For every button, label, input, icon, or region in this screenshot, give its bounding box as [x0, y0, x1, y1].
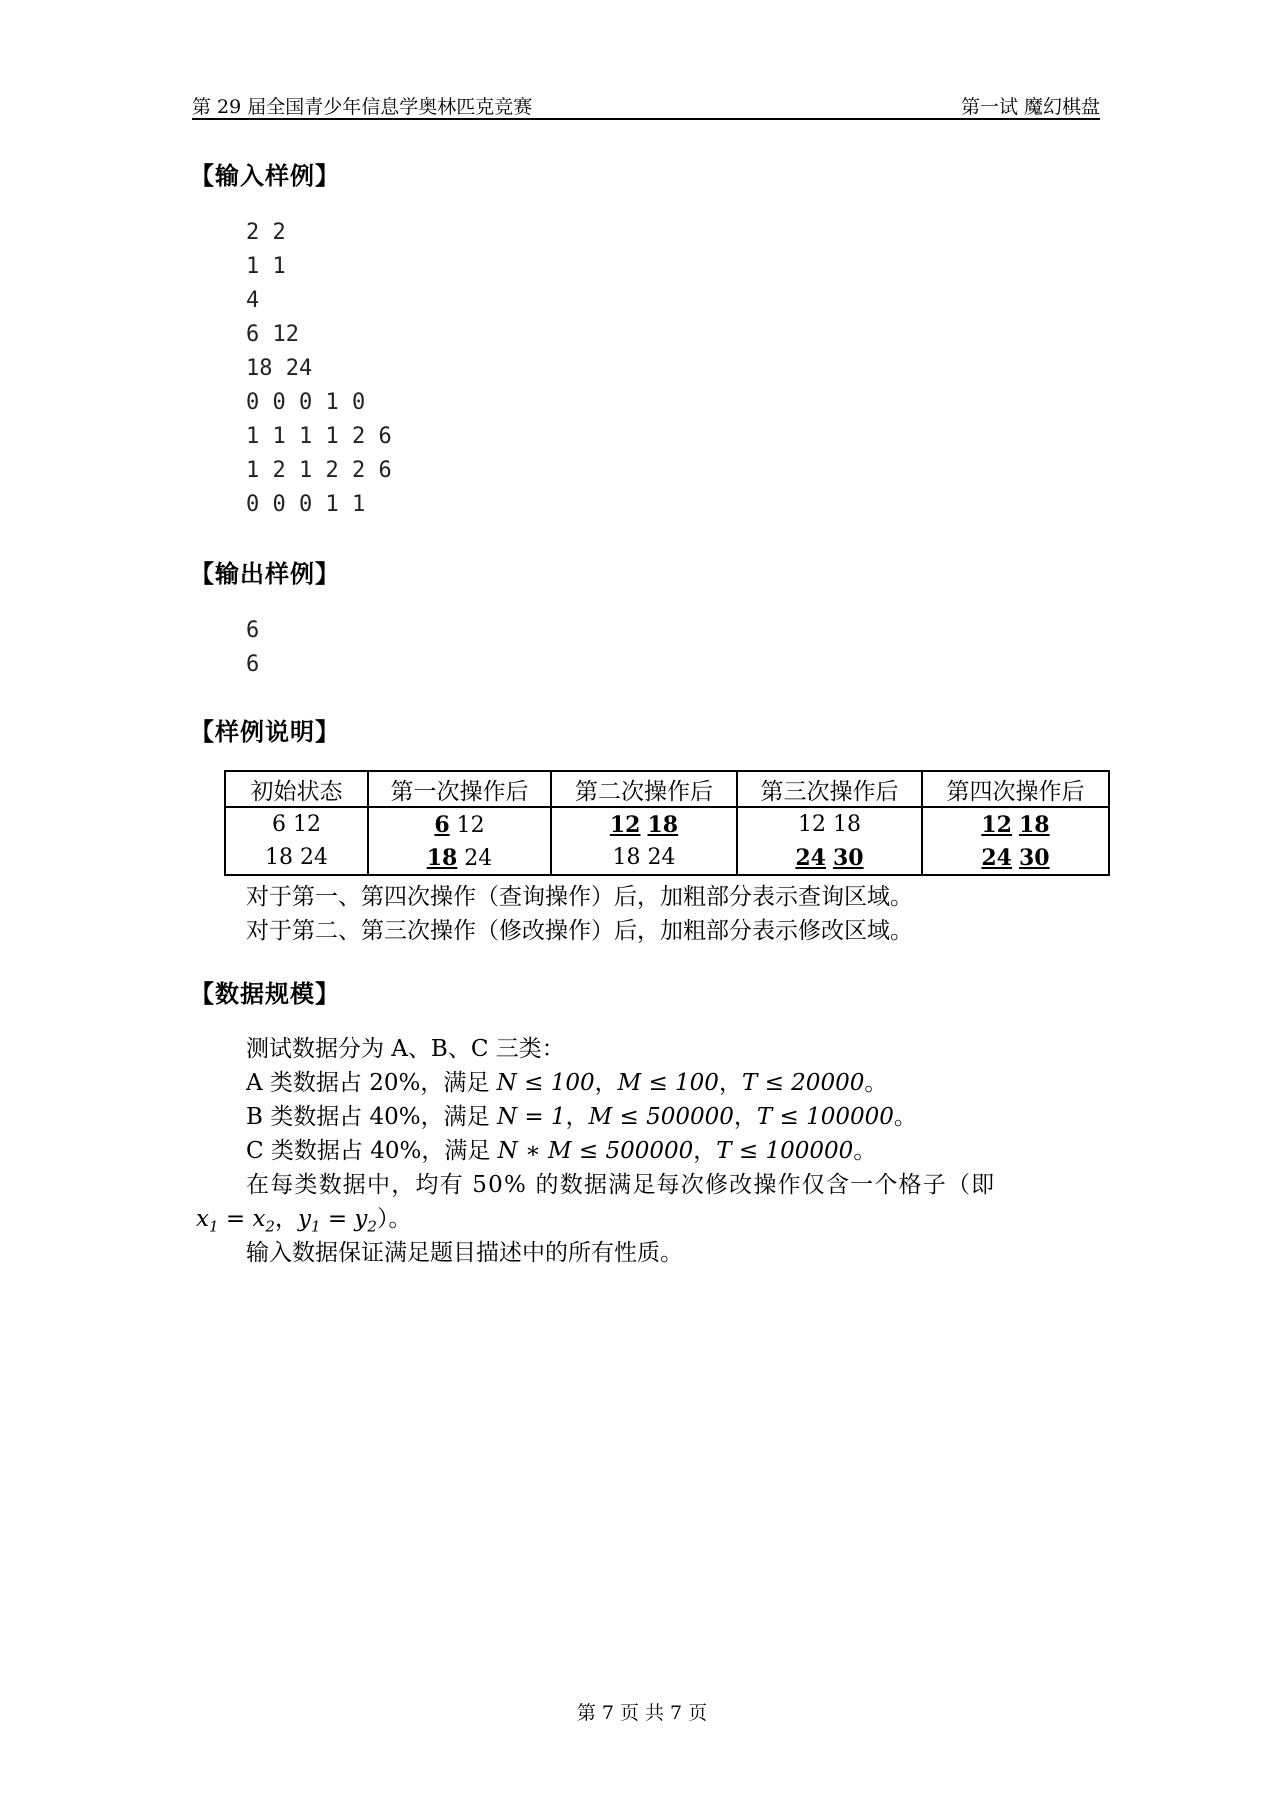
table-header-cell: 第一次操作后 — [368, 771, 551, 807]
math-y1: $y_1$ — [297, 1206, 321, 1236]
highlighted-value: 6 — [434, 811, 450, 838]
highlighted-value: 18 — [426, 844, 458, 871]
section-input-title: 【输入样例】 — [190, 162, 340, 190]
sample-input-line: 6 12 — [246, 322, 299, 347]
highlighted-value: 24 — [981, 844, 1012, 871]
sep: ， — [594, 1070, 618, 1096]
sep: ， — [565, 1104, 589, 1130]
table-cell — [225, 841, 368, 875]
cell-value: 18 24 — [612, 845, 676, 870]
sample-input-line: 4 — [246, 288, 260, 313]
table-row — [225, 807, 1109, 841]
table-cell — [368, 841, 551, 875]
cell-value — [641, 813, 648, 838]
table-cell — [737, 841, 922, 875]
table-header-cell: 第二次操作后 — [551, 771, 737, 807]
sep: ， — [733, 1104, 757, 1130]
table-cell — [551, 841, 737, 875]
end-mark: ）。 — [376, 1206, 412, 1232]
class-b-text: B 类数据占 40%，满足 — [246, 1104, 497, 1130]
table-header-cell: 第三次操作后 — [737, 771, 922, 807]
table-cell — [551, 807, 737, 841]
sample-input-line: 1 2 1 2 2 6 — [246, 458, 392, 483]
scale-class-a — [246, 1066, 887, 1100]
highlighted-value: 18 — [647, 811, 679, 838]
table-header-cell: 第四次操作后 — [922, 771, 1109, 807]
sample-output-block — [246, 614, 259, 682]
note-modify: 对于第二、第三次操作（修改操作）后，加粗部分表示修改区域。 — [246, 918, 913, 944]
table-cell — [225, 807, 368, 841]
eq: = — [320, 1206, 355, 1232]
class-b-cond-n: N = 1 — [496, 1104, 566, 1130]
class-a-text: A 类数据占 20%，满足 — [246, 1070, 497, 1096]
table-cell — [368, 807, 551, 841]
cell-value: 18 24 — [265, 845, 328, 870]
cell-value: 12 18 — [798, 812, 861, 837]
sample-input-block — [246, 216, 392, 522]
scale-intro: 测试数据分为 A、B、C 三类： — [246, 1036, 565, 1062]
table-cell — [922, 807, 1109, 841]
scale-guarantee: 输入数据保证满足题目描述中的所有性质。 — [246, 1240, 683, 1266]
sample-explanation-table — [224, 770, 1110, 876]
math-x2: $x_2$ — [252, 1206, 275, 1236]
math-x1: $x_1$ — [196, 1206, 219, 1236]
sample-input-line: 1 1 1 1 2 6 — [246, 424, 392, 449]
note-query: 对于第一、第四次操作（查询操作）后，加粗部分表示查询区域。 — [246, 884, 913, 910]
page-header — [192, 92, 1100, 120]
table-cell — [737, 807, 922, 841]
highlighted-value: 24 — [795, 844, 826, 871]
eq: = — [218, 1206, 253, 1232]
section-scale-title: 【数据规模】 — [190, 980, 340, 1008]
class-a-cond-n: N ≤ 100 — [496, 1070, 595, 1096]
cell-value — [1012, 846, 1019, 871]
sep: ， — [274, 1206, 298, 1232]
section-output-title: 【输出样例】 — [190, 560, 340, 588]
sample-input-line: 18 24 — [246, 356, 313, 381]
scale-class-b — [246, 1100, 917, 1134]
highlighted-value: 18 — [1019, 811, 1050, 838]
sep: ， — [693, 1138, 717, 1164]
class-b-cond-m: M ≤ 500000 — [588, 1104, 734, 1130]
scale-single-cell-line1: 在每类数据中，均有 50% 的数据满足每次修改操作仅含一个格子（即 — [246, 1172, 996, 1198]
scale-class-c — [246, 1134, 876, 1168]
class-c-cond-nm: N ∗ M ≤ 500000 — [497, 1138, 694, 1164]
highlighted-value: 30 — [833, 844, 864, 871]
highlighted-value: 30 — [1019, 844, 1050, 871]
class-b-cond-t: T ≤ 100000 — [756, 1104, 894, 1130]
page-footer: 第 7 页 共 7 页 — [576, 1702, 708, 1724]
end-mark: 。 — [853, 1138, 877, 1164]
table-header-cell: 初始状态 — [225, 771, 368, 807]
sep: ， — [718, 1070, 742, 1096]
cell-value: 12 — [449, 812, 485, 838]
header-contest-name: 第 29 届全国青少年信息学奥林匹克竞赛 — [192, 96, 533, 118]
class-a-cond-t: T ≤ 20000 — [741, 1070, 865, 1096]
table-row — [225, 841, 1109, 875]
class-c-cond-t: T ≤ 100000 — [716, 1138, 854, 1164]
class-c-text: C 类数据占 40%，满足 — [246, 1138, 498, 1164]
cell-value — [1012, 813, 1019, 838]
table-header-row — [225, 771, 1109, 807]
table-cell — [922, 841, 1109, 875]
sample-input-line: 0 0 0 1 0 — [246, 390, 366, 415]
sample-output-line: 6 — [246, 618, 260, 643]
cell-value: 24 — [457, 845, 493, 871]
header-problem-name: 第一试 魔幻棋盘 — [960, 96, 1100, 118]
sample-input-line: 0 0 0 1 1 — [246, 492, 366, 517]
section-explain-title: 【样例说明】 — [190, 718, 340, 746]
end-mark: 。 — [893, 1104, 917, 1130]
sample-input-line: 1 1 — [246, 254, 286, 279]
class-a-cond-m: M ≤ 100 — [617, 1070, 719, 1096]
sample-input-line: 2 2 — [246, 220, 286, 245]
math-y2: $y_2$ — [354, 1206, 377, 1236]
end-mark: 。 — [864, 1070, 888, 1096]
sample-output-line: 6 — [246, 652, 260, 677]
highlighted-value: 12 — [981, 811, 1012, 838]
cell-value: 6 12 — [272, 812, 321, 837]
highlighted-value: 12 — [609, 811, 641, 838]
cell-value — [826, 846, 833, 871]
